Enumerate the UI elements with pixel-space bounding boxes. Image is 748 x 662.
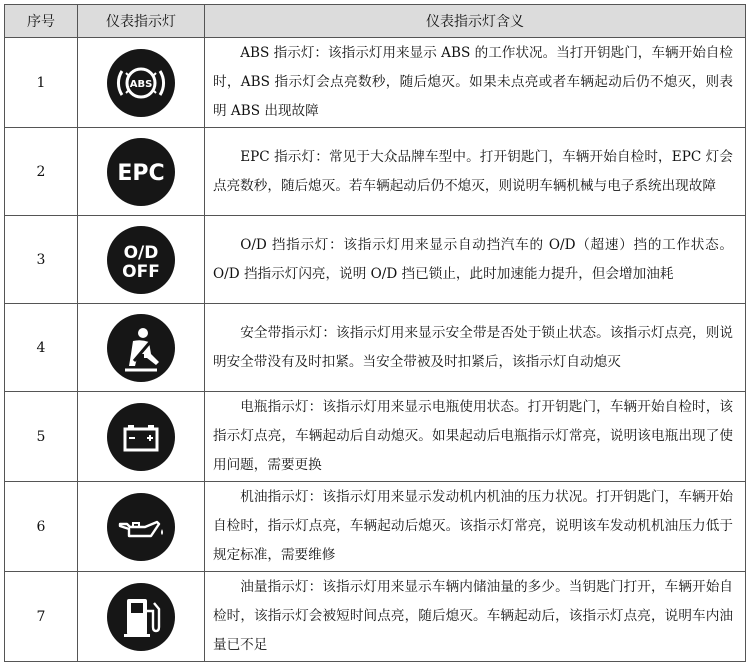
table-row [5, 216, 746, 304]
header-indicator: 仪表指示灯 [78, 5, 205, 38]
fuel-icon [107, 583, 175, 651]
row-number: 4 [5, 304, 78, 392]
table-row [5, 572, 746, 662]
header-number: 序号 [5, 5, 78, 38]
battery-icon [107, 403, 175, 471]
row-description: 安全带指示灯：该指示灯用来显示安全带是否处于锁止状态。该指示灯点亮，则说明安全带没有及时扣紧。当安全带被及时扣紧后，该指示灯自动熄灭 [213, 324, 733, 370]
row-description: O/D 挡指示灯：该指示灯用来显示自动挡汽车的 O/D（超速）挡的工作状态。O/D 挡指示灯闪亮，说明 O/D 挡已锁止，此时加速能力提升，但会增加油耗 [213, 236, 733, 282]
row-description: 电瓶指示灯：该指示灯用来显示电瓶使用状态。打开钥匙门，车辆开始自检时，该指示灯点亮，车辆起动后自动熄灭。如果起动后电瓶指示灯常亮，说明该电瓶出现了使用问题，需要更换 [213, 399, 733, 473]
off-icon-text: OFF [122, 261, 160, 282]
table-row [5, 304, 746, 392]
table-row [5, 128, 746, 216]
row-number: 7 [5, 572, 78, 662]
row-description: 机油指示灯：该指示灯用来显示发动机内机油的压力状况。打开钥匙门，车辆开始自检时，指示灯点亮，车辆起动后熄灭。该指示灯常亮，说明该车发动机机油压力低于规定标准，需要维修 [213, 489, 733, 563]
seatbelt-icon [107, 314, 175, 382]
table-header-row [5, 5, 746, 38]
row-number: 6 [5, 482, 78, 572]
row-number: 3 [5, 216, 78, 304]
abs-icon-text: ABS [129, 78, 153, 90]
table-row [5, 392, 746, 482]
row-number: 5 [5, 392, 78, 482]
table-row [5, 38, 746, 128]
od-off-icon [107, 226, 175, 294]
epc-icon [107, 138, 175, 206]
row-number: 2 [5, 128, 78, 216]
row-description: 油量指示灯：该指示灯用来显示车辆内储油量的多少。当钥匙门打开，车辆开始自检时，该指示灯会被短时间点亮，随后熄灭。车辆起动后，该指示灯点亮，说明车内油量已不足 [213, 579, 733, 653]
indicator-table [4, 4, 746, 662]
table-row [5, 482, 746, 572]
row-description: ABS 指示灯：该指示灯用来显示 ABS 的工作状况。当打开钥匙门，车辆开始自检时，ABS 指示灯会点亮数秒，随后熄灭。如果未点亮或者车辆起动后仍不熄灭，则表明 ABS 出现故障 [213, 45, 733, 119]
abs-warning-icon [107, 49, 175, 117]
oil-pressure-icon [107, 493, 175, 561]
od-icon-text: O/D [123, 242, 159, 263]
epc-icon-text: EPC [117, 160, 165, 186]
row-number: 1 [5, 38, 78, 128]
header-meaning: 仪表指示灯含义 [205, 5, 746, 38]
row-description: EPC 指示灯：常见于大众品牌车型中。打开钥匙门，车辆开始自检时，EPC 灯会点亮数秒，随后熄灭。若车辆起动后仍不熄灭，则说明车辆机械与电子系统出现故障 [213, 148, 733, 194]
